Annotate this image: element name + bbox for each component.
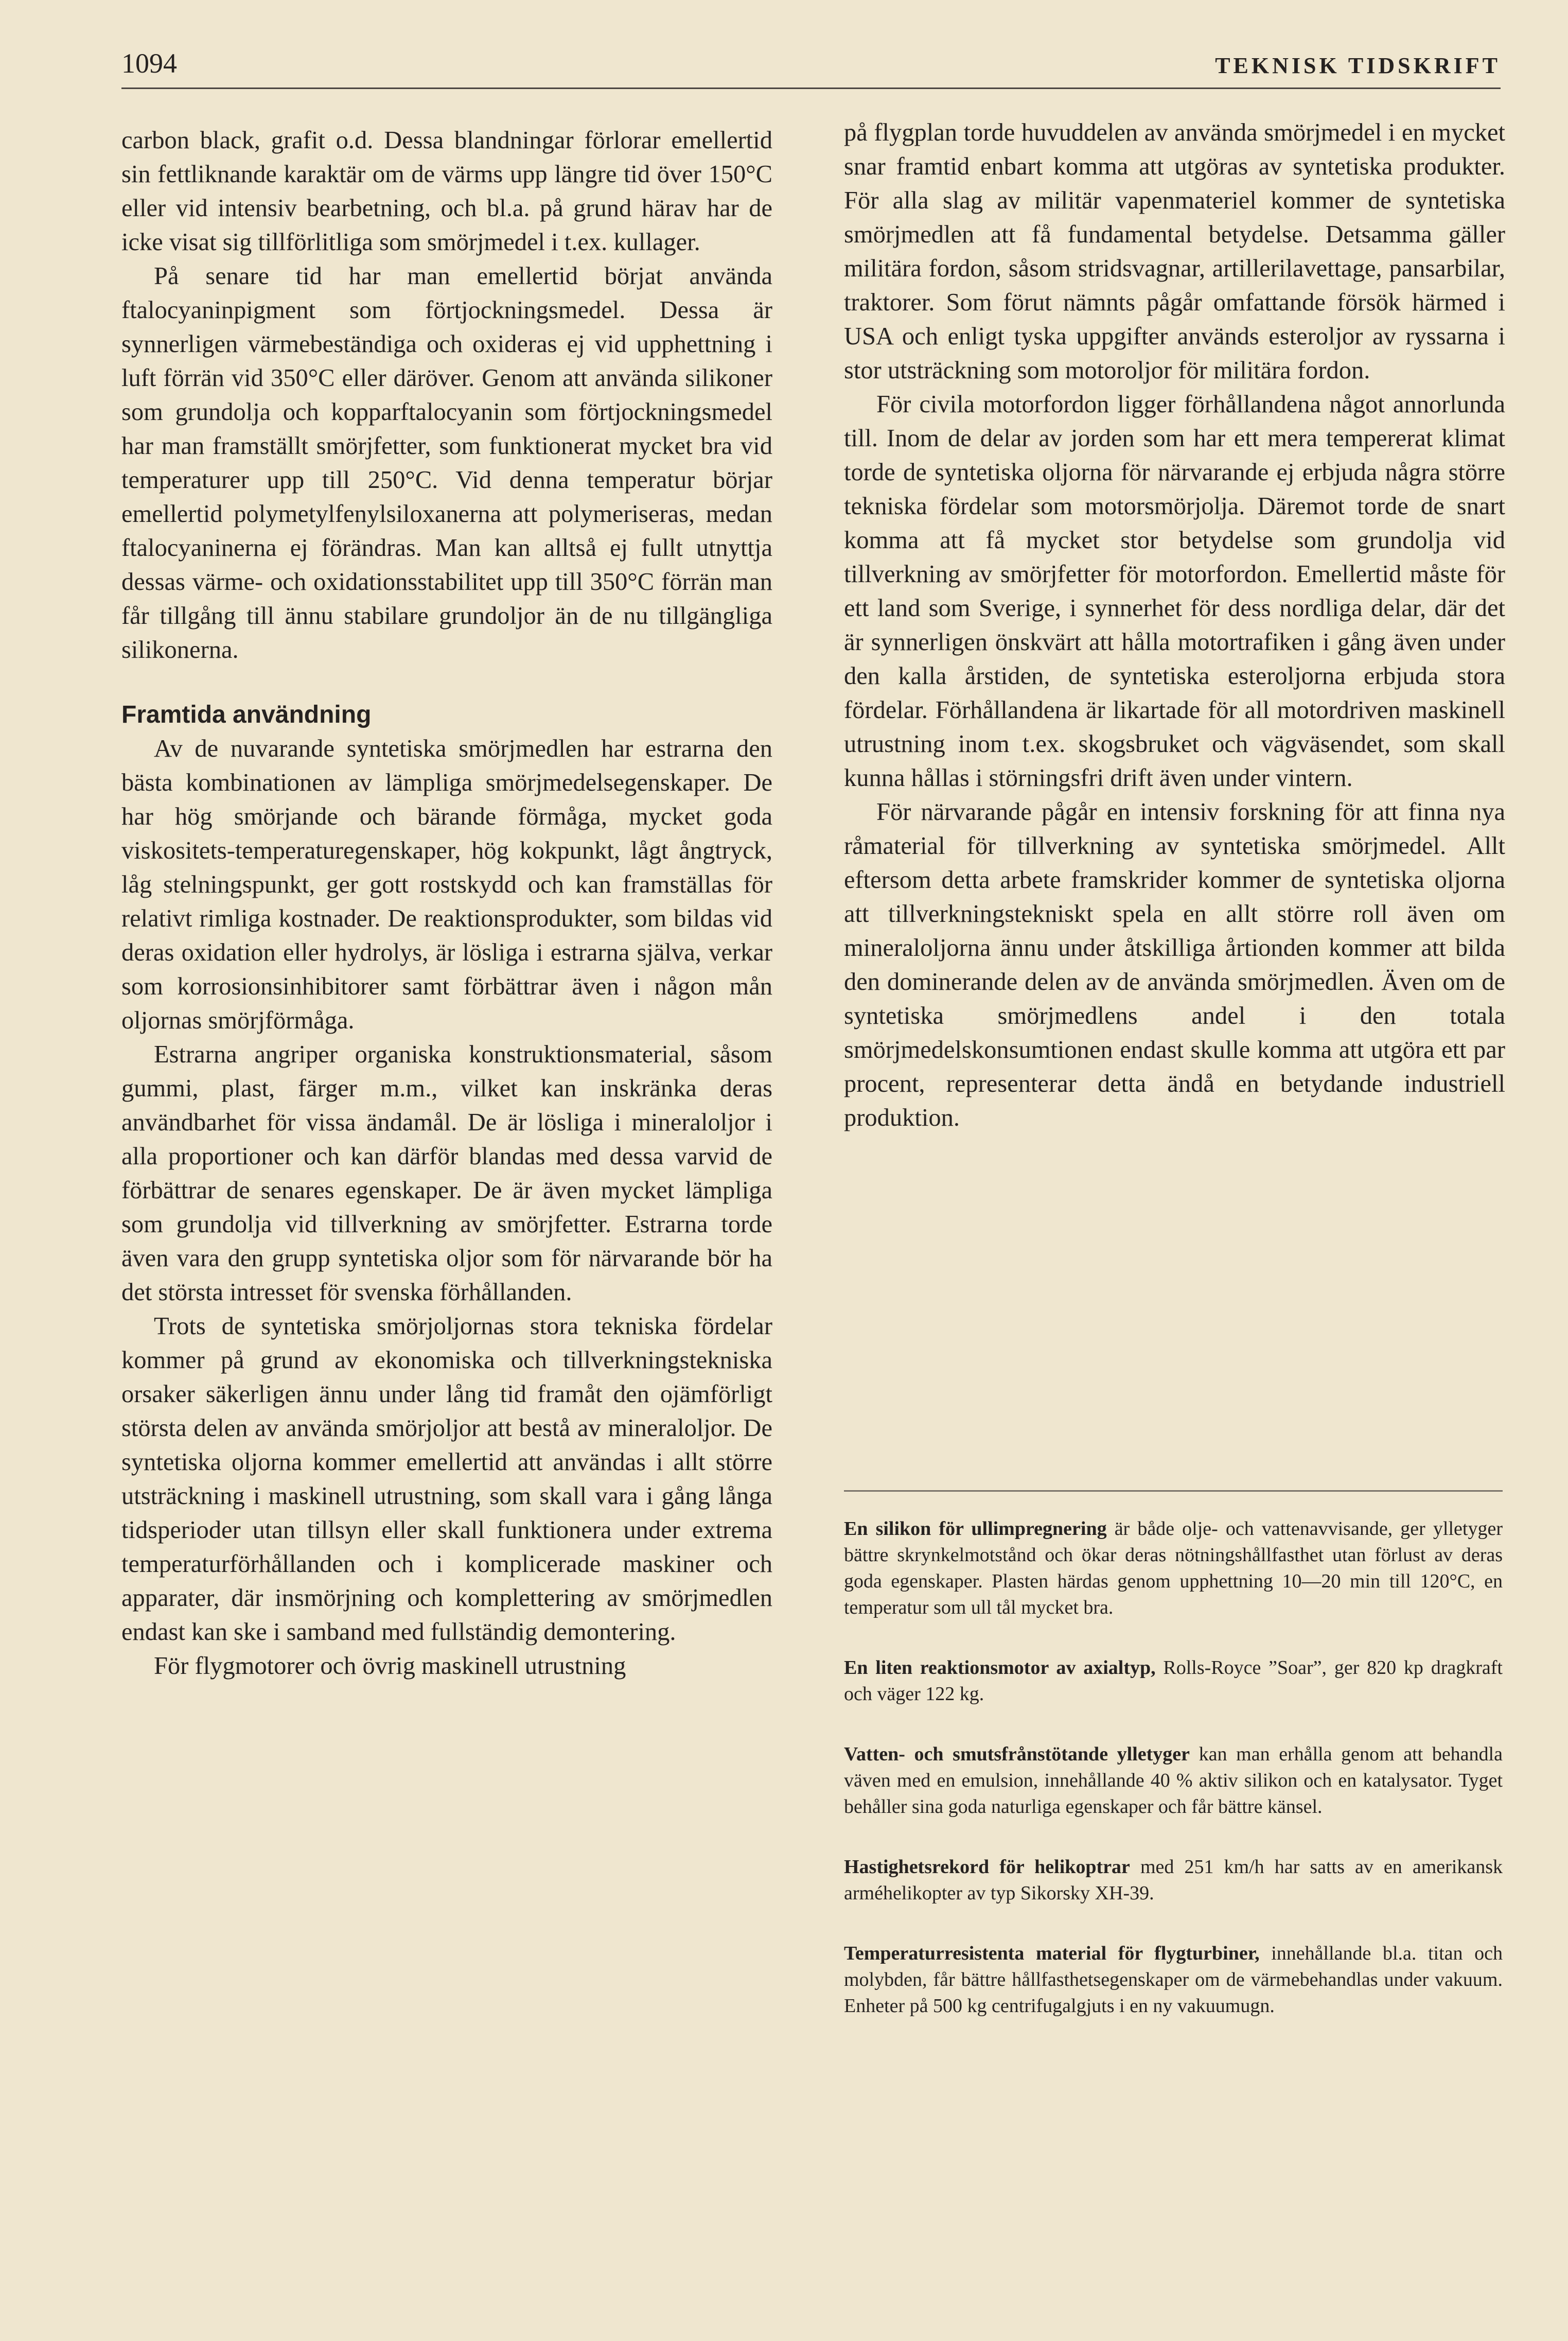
body-paragraph: För civila motorfordon ligger förhållandena något annorlunda till. Inom de delar av jorden som har ett mera tempererat klimat torde de syntetiska oljorna för närvarande ej erbjuda några större tekniska fördelar som motorsmörjolja. Däremot torde de snart komma att få mycket stor betydelse som grundolja vid tillverkning av smörjfetter för motorfordon. Emellertid måste för ett land som Sverige, i synnerhet för dess nordliga delar, där det är synnerligen önskvärt att hålla motortrafiken i gång även under den kalla årstiden, de syntetiska esteroljorna erbjuda stora fördelar. Förhållandena är likartade för all motordriven maskinell utrustning inom t.ex. skogsbruket och vägväsendet, som skall kunna hållas i störningsfri drift även under vintern. [844, 391, 1505, 792]
news-separator-rule [844, 1490, 1503, 1492]
news-item [844, 1516, 1503, 1621]
body-paragraph: Av de nuvarande syntetiska smörjmedlen har estrarna den bästa kombinationen av lämpliga smörjmedelsegenskaper. De har hög smörjande och bärande förmåga, mycket goda viskositets-temperaturegenskaper, hög kokpunkt, lågt ångtryck, låg stelningspunkt, ger gott rostskydd och kan framställas för relativt rimliga kostnader. De reaktionsprodukter, som bildas vid deras oxidation eller hydrolys, är lösliga i estrarna själva, verkar som korrosionsinhibitorer samt förbättrar även i någon mån oljornas smörjförmåga. [121, 735, 772, 1034]
body-paragraph: på flygplan torde huvuddelen av använda smörjmedel i en mycket snar framtid enbart komma att utgöras av syntetiska produkter. För alla slag av militär vapenmateriel kommer de syntetiska smörjmedlen att få fundamental betydelse. Detsamma gäller militära fordon, såsom stridsvagnar, artillerilavettage, pansarbilar, traktorer. Som förut nämnts pågår omfattande försök härmed i USA och enligt tyska uppgifter används esteroljor av ryssarna i stor utsträckning som motoroljor för militära fordon. [844, 119, 1505, 384]
news-item-text: innehållande bl.a. titan och molybden, får bättre hållfasthetsegenskaper om de värmebehandlas under vakuum. Enheter på 500 kg centrifugalgjuts i en ny vakuumugn. [844, 1943, 1503, 2017]
header-rule [121, 88, 1501, 89]
body-paragraph: För flygmotorer och övrig maskinell utrustning [154, 1652, 626, 1680]
news-item-text: är både olje- och vattenavvisande, ger ylletyger bättre skrynkelmotstånd och ökar deras nötningshållfasthet utan förlust av deras goda egenskaper. Plasten härdas genom upphettning 10—20 min till 120°C, en temperatur som ull tål mycket bra. [844, 1518, 1503, 1618]
journal-title: TEKNISK TIDSKRIFT [1215, 53, 1501, 78]
right-column [844, 116, 1505, 1135]
page-number: 1094 [121, 48, 177, 79]
news-item-title: Temperaturresistenta material för flygturbiner, [844, 1943, 1260, 1964]
news-item-text: Rolls-Royce ”Soar”, ger 820 kp dragkraft och väger 122 kg. [844, 1657, 1503, 1705]
page-header [121, 47, 1501, 83]
news-item-title: Hastighetsrekord för helikoptrar [844, 1856, 1130, 1878]
left-column [121, 124, 772, 1683]
news-item [844, 1854, 1503, 1907]
body-paragraph: För närvarande pågår en intensiv forskning för att finna nya råmaterial för tillverkning av syntetiska smörjmedel. Allt eftersom detta arbete framskrider kommer de syntetiska oljorna att tillverkningstekniskt spela en allt större roll även om mineraloljorna ännu under åtskilliga årtionden kommer att bilda den dominerande delen av de använda smörjmedlen. Även om de syntetiska smörjmedlens andel i den totala smörjmedelskonsumtionen endast skulle komma att utgöra ett par procent, representerar detta ändå en betydande industriell produktion. [844, 798, 1505, 1131]
news-item-title: Vatten- och smutsfrånstötande ylletyger [844, 1743, 1190, 1765]
news-item-title: En silikon för ullimpregnering [844, 1518, 1107, 1540]
news-item [844, 1741, 1503, 1820]
news-item [844, 1655, 1503, 1707]
news-briefs [844, 1516, 1503, 2053]
news-item-title: En liten reaktionsmotor av axialtyp, [844, 1657, 1156, 1679]
body-paragraph: Trots de syntetiska smörjoljornas stora tekniska fördelar kommer på grund av ekonomiska och tillverkningstekniska orsaker säkerligen ännu under lång tid framåt den ojämförligt största delen av använda smörjoljor att bestå av mineraloljor. De syntetiska oljorna kommer emellertid att användas i allt större utsträckning i maskinell utrustning, som skall vara i gång långa tidsperioder utan tillsyn eller skall funktionera under extrema temperaturförhållanden och i komplicerade maskiner och apparater, där insmörjning och komplettering av smörjmedlen endast kan ske i samband med fullständig demontering. [121, 1313, 772, 1646]
body-paragraph: carbon black, grafit o.d. Dessa blandningar förlorar emellertid sin fettliknande karaktär om de värms upp längre tid över 150°C eller vid intensiv bearbetning, och bl.a. på grund härav har de icke visat sig tillförlitliga som smörjmedel i t.ex. kullager. [121, 127, 772, 256]
news-item-text: med 251 km/h har satts av en amerikansk arméhelikopter av typ Sikorsky XH-39. [844, 1856, 1503, 1904]
section-heading: Framtida användning [121, 701, 372, 728]
body-paragraph: Estrarna angriper organiska konstruktionsmaterial, såsom gummi, plast, färger m.m., vilket kan inskränka deras användbarhet för vissa ändamål. De är lösliga i mineraloljor i alla proportioner och kan därför blandas med dessa varvid de förbättrar de senares egenskaper. De är även mycket lämpliga som grundolja vid tillverkning av smörjfetter. Estrarna torde även vara den grupp syntetiska oljor som för närvarande bör ha det största intresset för svenska förhållanden. [121, 1041, 772, 1306]
news-item-text: kan man erhålla genom att behandla väven med en emulsion, innehållande 40 % aktiv silikon och en katalysator. Tyget behåller sina goda naturliga egenskaper och får bättre känsel. [844, 1743, 1503, 1818]
news-item [844, 1941, 1503, 2019]
body-paragraph: På senare tid har man emellertid börjat använda ftalocyaninpigment som förtjockningsmedel. Dessa är synnerligen värmebeständiga och oxideras ej vid upphettning i luft förrän vid 350°C eller däröver. Genom att använda silikoner som grundolja och kopparftalocyanin som förtjockningsmedel har man framställt smörjfetter, som funktionerat mycket bra vid temperaturer upp till 250°C. Vid denna temperatur börjar emellertid polymetylfenylsiloxanerna att polymeriseras, medan ftalocyaninerna ej förändras. Man kan alltså ej fullt utnyttja dessas värme- och oxidationsstabilitet upp till 350°C förrän man får tillgång till ännu stabilare grundoljor än de nu tillgängliga silikonerna. [121, 263, 772, 663]
